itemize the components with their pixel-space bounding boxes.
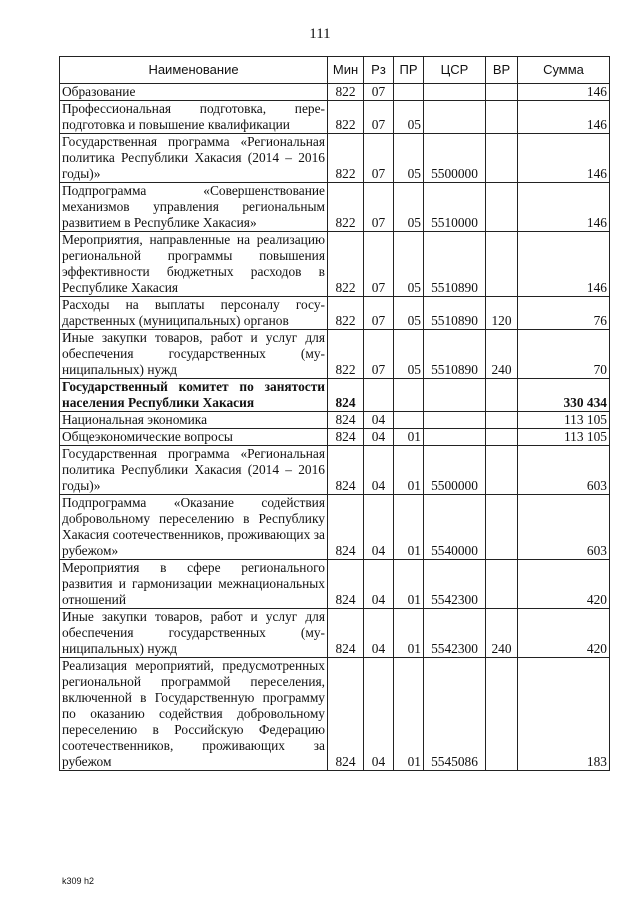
table-row — [60, 183, 610, 232]
cell-sum: 113 105 — [518, 429, 610, 446]
cell-csr — [424, 379, 486, 412]
cell-min: 822 — [328, 183, 364, 232]
cell-vr — [486, 183, 518, 232]
table-row — [60, 412, 610, 429]
cell-pr: 01 — [394, 658, 424, 771]
cell-vr — [486, 101, 518, 134]
table-body — [60, 84, 610, 771]
header-name: Наименование — [60, 57, 328, 84]
header-min: Мин — [328, 57, 364, 84]
cell-sum: 420 — [518, 609, 610, 658]
table-row — [60, 609, 610, 658]
cell-sum: 146 — [518, 183, 610, 232]
cell-sum: 420 — [518, 560, 610, 609]
table-row — [60, 429, 610, 446]
cell-min: 824 — [328, 446, 364, 495]
cell-rz: 04 — [364, 658, 394, 771]
cell-pr: 01 — [394, 560, 424, 609]
cell-csr — [424, 429, 486, 446]
cell-min: 824 — [328, 560, 364, 609]
cell-vr — [486, 446, 518, 495]
cell-name: Реализация мероприятий, предусмотренных региональной программой переселения, включенной в Государственную программу по оказанию содействия добровольному переселению в Российскую Федерацию соотечественников, проживающих за рубежом — [60, 658, 328, 771]
cell-name: Национальная экономика — [60, 412, 328, 429]
cell-pr — [394, 84, 424, 101]
cell-pr: 05 — [394, 297, 424, 330]
page-number: 111 — [309, 26, 331, 42]
cell-vr — [486, 84, 518, 101]
table-header-row — [60, 57, 610, 84]
cell-sum: 146 — [518, 101, 610, 134]
cell-name: Подпрограмма «Оказание содействия добровольному переселению в Республику Хакасия соотечественников, проживающих за рубежом» — [60, 495, 328, 560]
cell-sum: 146 — [518, 134, 610, 183]
table-row — [60, 84, 610, 101]
cell-name: Государственная программа «Региональная политика Республики Хакасия (2014 – 2016 годы)» — [60, 134, 328, 183]
cell-min: 824 — [328, 495, 364, 560]
cell-vr: 240 — [486, 609, 518, 658]
cell-pr: 01 — [394, 495, 424, 560]
cell-name: Профессиональная подготовка, переподготовка и повышение квалификации — [60, 101, 328, 134]
cell-min: 822 — [328, 134, 364, 183]
cell-sum: 330 434 — [518, 379, 610, 412]
cell-rz: 07 — [364, 330, 394, 379]
cell-csr: 5510890 — [424, 297, 486, 330]
cell-rz: 04 — [364, 446, 394, 495]
table-row — [60, 560, 610, 609]
cell-name: Государственная программа «Региональная политика Республики Хакасия (2014 – 2016 годы)» — [60, 446, 328, 495]
cell-pr: 01 — [394, 429, 424, 446]
cell-vr — [486, 429, 518, 446]
cell-min: 822 — [328, 330, 364, 379]
table-row — [60, 330, 610, 379]
cell-pr: 01 — [394, 446, 424, 495]
cell-csr: 5510000 — [424, 183, 486, 232]
table-row — [60, 297, 610, 330]
cell-csr: 5542300 — [424, 560, 486, 609]
header-csr: ЦСР — [424, 57, 486, 84]
cell-csr: 5500000 — [424, 134, 486, 183]
cell-vr — [486, 560, 518, 609]
table-row — [60, 101, 610, 134]
cell-min: 822 — [328, 101, 364, 134]
table-row — [60, 495, 610, 560]
cell-min: 822 — [328, 232, 364, 297]
table-row — [60, 658, 610, 771]
budget-table — [59, 56, 610, 771]
cell-name: Образование — [60, 84, 328, 101]
cell-name: Государственный комитет по занятости населения Республики Хакасия — [60, 379, 328, 412]
cell-name: Иные закупки товаров, работ и услуг для обеспечения государственных (муниципальных) нужд — [60, 609, 328, 658]
cell-pr: 05 — [394, 183, 424, 232]
cell-rz: 07 — [364, 84, 394, 101]
cell-vr — [486, 134, 518, 183]
table-row — [60, 232, 610, 297]
cell-sum: 603 — [518, 446, 610, 495]
cell-pr — [394, 412, 424, 429]
cell-rz: 04 — [364, 412, 394, 429]
cell-pr: 05 — [394, 330, 424, 379]
footer-code: k309 h2 — [62, 876, 95, 886]
cell-sum: 113 105 — [518, 412, 610, 429]
cell-name: Иные закупки товаров, работ и услуг для обеспечения государственных (муниципальных) нужд — [60, 330, 328, 379]
cell-pr: 01 — [394, 609, 424, 658]
cell-rz: 04 — [364, 560, 394, 609]
cell-vr: 120 — [486, 297, 518, 330]
cell-vr — [486, 379, 518, 412]
cell-sum: 146 — [518, 84, 610, 101]
cell-rz: 07 — [364, 183, 394, 232]
cell-min: 824 — [328, 412, 364, 429]
cell-name: Расходы на выплаты персоналу государственных (муниципальных) органов — [60, 297, 328, 330]
cell-csr: 5510890 — [424, 232, 486, 297]
cell-sum: 603 — [518, 495, 610, 560]
header-pr: ПР — [394, 57, 424, 84]
cell-vr — [486, 495, 518, 560]
cell-pr: 05 — [394, 101, 424, 134]
cell-sum: 76 — [518, 297, 610, 330]
cell-rz: 04 — [364, 495, 394, 560]
cell-rz — [364, 379, 394, 412]
cell-pr: 05 — [394, 232, 424, 297]
cell-min: 824 — [328, 379, 364, 412]
table-row — [60, 446, 610, 495]
cell-csr: 5542300 — [424, 609, 486, 658]
header-sum: Сумма — [518, 57, 610, 84]
cell-min: 822 — [328, 297, 364, 330]
cell-vr — [486, 232, 518, 297]
cell-name: Общеэкономические вопросы — [60, 429, 328, 446]
header-rz: Рз — [364, 57, 394, 84]
cell-rz: 04 — [364, 609, 394, 658]
cell-sum: 183 — [518, 658, 610, 771]
cell-rz: 04 — [364, 429, 394, 446]
cell-min: 824 — [328, 609, 364, 658]
cell-sum: 146 — [518, 232, 610, 297]
cell-csr: 5545086 — [424, 658, 486, 771]
cell-csr: 5510890 — [424, 330, 486, 379]
cell-csr: 5500000 — [424, 446, 486, 495]
cell-pr: 05 — [394, 134, 424, 183]
cell-csr — [424, 84, 486, 101]
cell-vr — [486, 658, 518, 771]
cell-name: Подпрограмма «Совершенствование механизмов управления региональным развитием в Республике Хакасия» — [60, 183, 328, 232]
header-vr: ВР — [486, 57, 518, 84]
cell-sum: 70 — [518, 330, 610, 379]
cell-csr: 5540000 — [424, 495, 486, 560]
cell-rz: 07 — [364, 101, 394, 134]
table-row — [60, 379, 610, 412]
cell-rz: 07 — [364, 232, 394, 297]
cell-min: 824 — [328, 658, 364, 771]
cell-rz: 07 — [364, 297, 394, 330]
cell-vr: 240 — [486, 330, 518, 379]
cell-min: 824 — [328, 429, 364, 446]
cell-csr — [424, 101, 486, 134]
cell-min: 822 — [328, 84, 364, 101]
cell-vr — [486, 412, 518, 429]
cell-name: Мероприятия в сфере регионального развития и гармонизации межнациональных отношений — [60, 560, 328, 609]
cell-csr — [424, 412, 486, 429]
cell-name: Мероприятия, направленные на реализацию региональной программы повышения эффективности бюджетных расходов в Республике Хакасия — [60, 232, 328, 297]
cell-pr — [394, 379, 424, 412]
table-row — [60, 134, 610, 183]
cell-rz: 07 — [364, 134, 394, 183]
